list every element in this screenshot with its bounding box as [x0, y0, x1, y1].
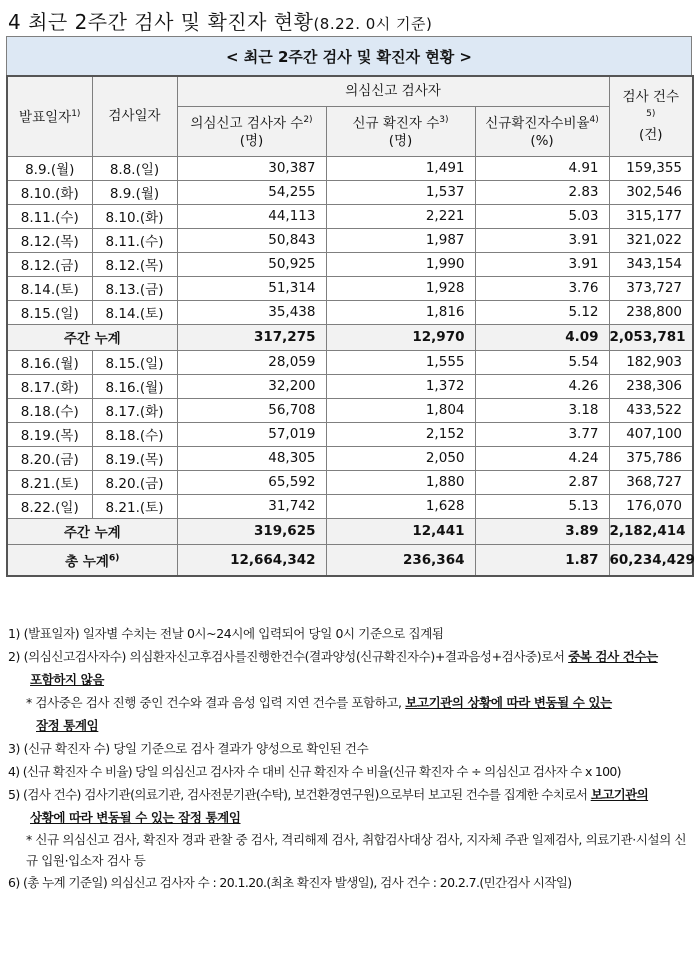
- footnote-6: 6) (총 누계 기준일) 의심신고 검사자 수 : 20.1.20.(최초 확진자 발생일), 검사 건수 : 20.2.7.(민간검사 시작일): [8, 875, 572, 890]
- table-row: [7, 446, 693, 470]
- stats-table: [6, 75, 694, 577]
- table-row: [7, 156, 693, 180]
- table-cell: 1,628: [326, 494, 475, 518]
- table-cell: 54,255: [177, 180, 326, 204]
- table-cell: 321,022: [609, 228, 693, 252]
- footnote-2-star: * 검사중은 검사 진행 중인 건수와 결과 음성 입력 지연 건수를 포함하고, 보고기관의 상황에 따라 변동될 수 있는: [26, 695, 612, 710]
- table-cell: 8.17.(화): [92, 398, 177, 422]
- heading-main: 4 최근 2주간 검사 및 확진자 현황: [8, 10, 314, 34]
- table-cell: 35,438: [177, 300, 326, 324]
- table-cell: 407,100: [609, 422, 693, 446]
- table-cell: 236,364: [326, 544, 475, 576]
- table-cell: 1,987: [326, 228, 475, 252]
- table-row: [7, 398, 693, 422]
- table-cell: 1,990: [326, 252, 475, 276]
- footnotes: [8, 622, 692, 894]
- table-cell: 5.13: [475, 494, 609, 518]
- table-cell: 8.15.(일): [7, 300, 92, 324]
- table-cell: 주간 누계: [7, 324, 177, 350]
- table-cell: 5.03: [475, 204, 609, 228]
- table-cell: 8.18.(수): [7, 398, 92, 422]
- table-cell: 3.91: [475, 228, 609, 252]
- table-row: [7, 470, 693, 494]
- table-cell: 8.20.(금): [92, 470, 177, 494]
- table-cell: 1,816: [326, 300, 475, 324]
- table-cell: 8.12.(금): [7, 252, 92, 276]
- footnote-4: 4) (신규 확진자 수 비율) 당일 의심신고 검사자 수 대비 신규 확진자 수 비율(신규 확진자 수 ÷ 의심신고 검사자 수 x 100): [8, 764, 621, 779]
- table-cell: 8.11.(수): [92, 228, 177, 252]
- footnote-5: 5) (검사 건수) 검사기관(의료기관, 검사전문기관(수탁), 보건환경연구원)으로부터 보고된 건수를 집계한 수치로서 보고기관의: [8, 787, 649, 802]
- footnote-2-star-cont: 잠정 통계임: [36, 718, 99, 733]
- table-cell: 56,708: [177, 398, 326, 422]
- table-cell: 44,113: [177, 204, 326, 228]
- table-cell: 8.12.(목): [92, 252, 177, 276]
- table-cell: 8.13.(금): [92, 276, 177, 300]
- table-cell: 2,050: [326, 446, 475, 470]
- table-cell: 343,154: [609, 252, 693, 276]
- table-cell: 8.10.(화): [7, 180, 92, 204]
- table-cell: 8.21.(토): [7, 470, 92, 494]
- table-cell: 176,070: [609, 494, 693, 518]
- table-row: [7, 350, 693, 374]
- table-cell: 8.14.(토): [92, 300, 177, 324]
- table-cell: 2.83: [475, 180, 609, 204]
- header-test-date: 검사일자: [92, 76, 177, 156]
- table-cell: 28,059: [177, 350, 326, 374]
- table-cell: 375,786: [609, 446, 693, 470]
- table-cell: 238,800: [609, 300, 693, 324]
- header-confirmed: 신규 확진자 수$^{3)}$ (명): [326, 106, 475, 156]
- table-cell: 1,928: [326, 276, 475, 300]
- table-cell: 8.9.(월): [92, 180, 177, 204]
- header-tests: 검사 건수 $^{5)}$ (건): [609, 76, 693, 156]
- table-cell: 317,275: [177, 324, 326, 350]
- table-caption: < 최근 2주간 검사 및 확진자 현황 >: [6, 36, 692, 75]
- table-wrapper: [6, 36, 695, 577]
- table-cell: 8.12.(목): [7, 228, 92, 252]
- table-cell: 302,546: [609, 180, 693, 204]
- table-cell: 8.17.(화): [7, 374, 92, 398]
- table-cell: 8.10.(화): [92, 204, 177, 228]
- table-cell: 3.18: [475, 398, 609, 422]
- table-cell: 1,372: [326, 374, 475, 398]
- table-cell: 1,491: [326, 156, 475, 180]
- table-cell: 4.09: [475, 324, 609, 350]
- table-cell: 48,305: [177, 446, 326, 470]
- table-cell: 2,053,781: [609, 324, 693, 350]
- table-cell: 5.54: [475, 350, 609, 374]
- table-cell: 8.9.(월): [7, 156, 92, 180]
- table-cell: 1,537: [326, 180, 475, 204]
- table-cell: 8.21.(토): [92, 494, 177, 518]
- footnote-2: 2) (의심신고검사자수) 의심환자신고후검사를진행한건수(결과양성(신규확진자수)+결과음성+검사중)로서 중복 검사 건수는: [8, 649, 658, 664]
- table-cell: 12,970: [326, 324, 475, 350]
- heading-sub: (8.22. 0시 기준): [313, 15, 433, 33]
- table-cell: 8.19.(목): [7, 422, 92, 446]
- header-group: 의심신고 검사자: [177, 76, 609, 106]
- table-cell: 8.16.(월): [92, 374, 177, 398]
- table-cell: 8.19.(목): [92, 446, 177, 470]
- table-cell: 4.91: [475, 156, 609, 180]
- table-cell: 1,555: [326, 350, 475, 374]
- header-report-date: 발표일자$^{1)}$: [7, 76, 92, 156]
- table-cell: 4.24: [475, 446, 609, 470]
- table-cell: 12,441: [326, 518, 475, 544]
- table-cell: 8.20.(금): [7, 446, 92, 470]
- table-cell: 2,182,414: [609, 518, 693, 544]
- table-cell: 1.87: [475, 544, 609, 576]
- table-cell: 1,880: [326, 470, 475, 494]
- weekly-sum-row: [7, 324, 693, 350]
- table-cell: 3.91: [475, 252, 609, 276]
- table-row: [7, 276, 693, 300]
- footnote-5-star: * 신규 의심신고 검사, 확진자 경과 관찰 중 검사, 격리해제 검사, 취합검사대상 검사, 지자체 주관 일제검사, 의료기관·시설의 신규 입원·입소자 검사 등: [26, 832, 687, 868]
- table-cell: 2,152: [326, 422, 475, 446]
- table-cell: 3.89: [475, 518, 609, 544]
- table-cell: 8.8.(일): [92, 156, 177, 180]
- table-row: [7, 180, 693, 204]
- footnote-5-cont: 상황에 따라 변동될 수 있는 잠정 통계임: [30, 810, 241, 825]
- table-cell: 8.18.(수): [92, 422, 177, 446]
- table-row: [7, 300, 693, 324]
- footnote-1: 1) (발표일자) 일자별 수치는 전날 0시~24시에 입력되어 당일 0시 기준으로 집계됨: [8, 626, 444, 641]
- table-cell: 총 누계$^{6)}$: [7, 544, 177, 576]
- table-cell: 373,727: [609, 276, 693, 300]
- header-ratio: 신규확진자수비율$^{4)}$ (%): [475, 106, 609, 156]
- table-cell: 50,925: [177, 252, 326, 276]
- table-cell: 238,306: [609, 374, 693, 398]
- table-cell: 3.76: [475, 276, 609, 300]
- header-suspects: 의심신고 검사자 수$^{2)}$ (명): [177, 106, 326, 156]
- table-cell: 2,221: [326, 204, 475, 228]
- table-cell: 3.77: [475, 422, 609, 446]
- table-cell: 182,903: [609, 350, 693, 374]
- table-cell: 57,019: [177, 422, 326, 446]
- section-heading: [8, 6, 432, 35]
- table-row: [7, 494, 693, 518]
- footnote-3: 3) (신규 확진자 수) 당일 기준으로 검사 결과가 양성으로 확인된 건수: [8, 741, 369, 756]
- table-cell: 8.11.(수): [7, 204, 92, 228]
- table-cell: 159,355: [609, 156, 693, 180]
- table-cell: 8.16.(월): [7, 350, 92, 374]
- table-row: [7, 252, 693, 276]
- footnote-2-cont: 포함하지 않음: [30, 672, 105, 687]
- table-row: [7, 204, 693, 228]
- table-row: [7, 228, 693, 252]
- table-cell: 51,314: [177, 276, 326, 300]
- table-cell: 5.12: [475, 300, 609, 324]
- table-cell: 4.26: [475, 374, 609, 398]
- table-cell: 315,177: [609, 204, 693, 228]
- table-cell: 433,522: [609, 398, 693, 422]
- table-cell: 8.22.(일): [7, 494, 92, 518]
- table-cell: 주간 누계: [7, 518, 177, 544]
- table-cell: 32,200: [177, 374, 326, 398]
- table-cell: 1,804: [326, 398, 475, 422]
- table-cell: 30,387: [177, 156, 326, 180]
- table-cell: 65,592: [177, 470, 326, 494]
- table-body: [7, 156, 693, 576]
- table-cell: 8.14.(토): [7, 276, 92, 300]
- table-cell: 8.15.(일): [92, 350, 177, 374]
- table-row: [7, 374, 693, 398]
- table-cell: 31,742: [177, 494, 326, 518]
- table-cell: 12,664,342: [177, 544, 326, 576]
- grand-total-row: [7, 544, 693, 576]
- table-cell: 319,625: [177, 518, 326, 544]
- table-row: [7, 422, 693, 446]
- table-cell: 60,234,429: [609, 544, 693, 576]
- table-cell: 50,843: [177, 228, 326, 252]
- table-cell: 2.87: [475, 470, 609, 494]
- table-cell: 368,727: [609, 470, 693, 494]
- weekly-sum-row: [7, 518, 693, 544]
